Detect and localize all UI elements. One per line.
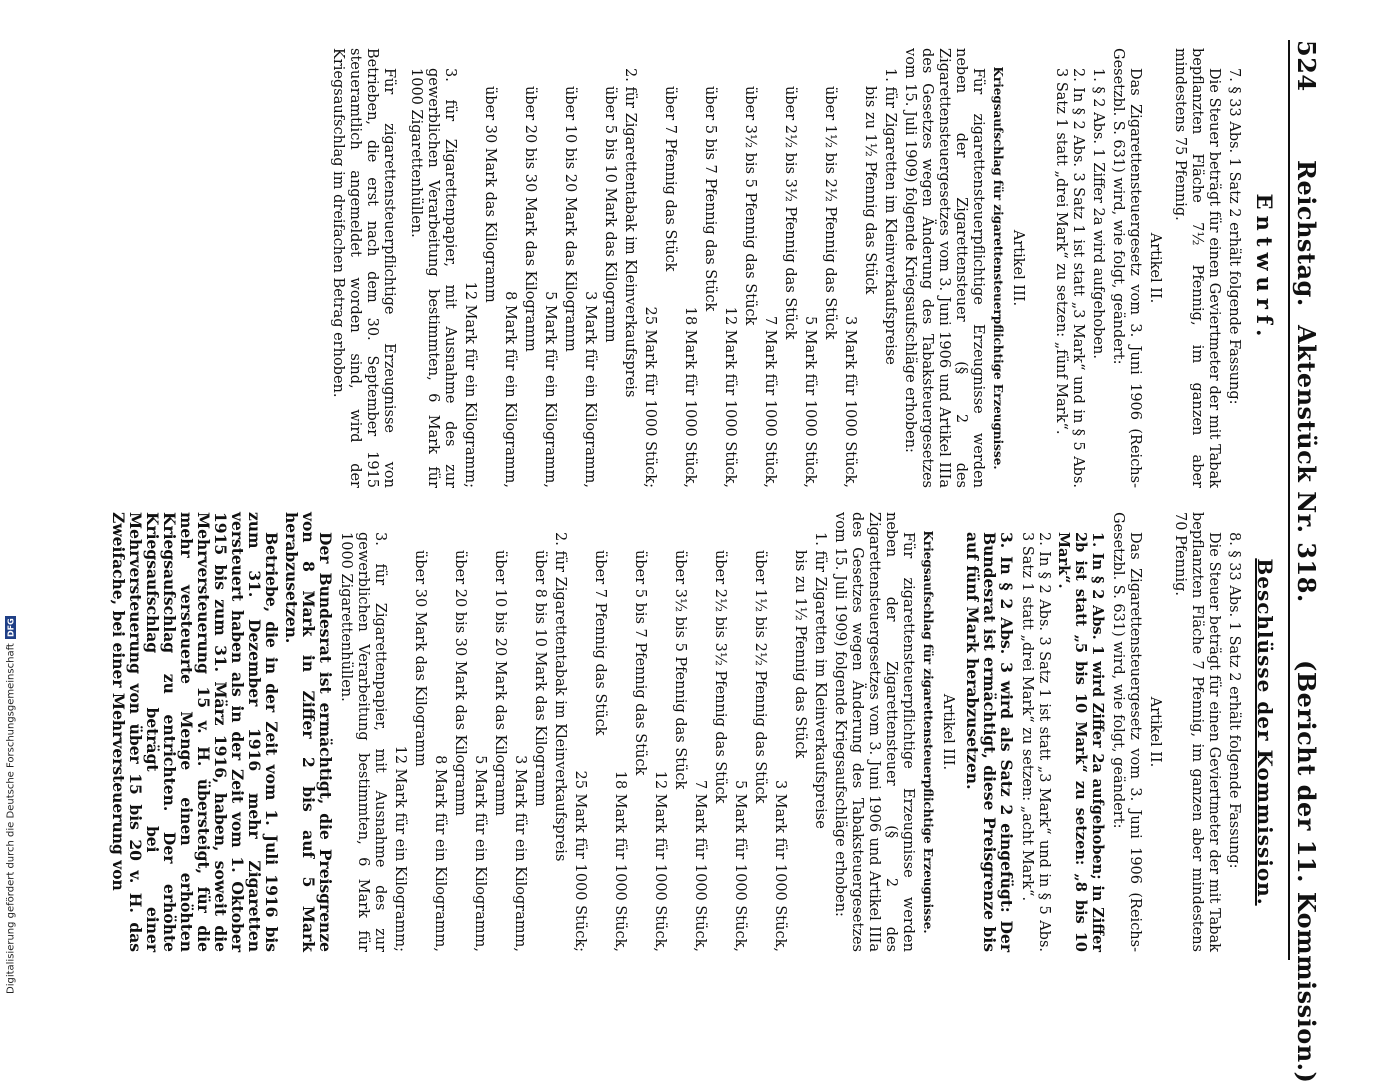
draft-item-1-row-value: 5 Mark für 1000 Stück, xyxy=(802,315,818,488)
page-header xyxy=(1292,40,1321,1083)
page-number: 524 xyxy=(1292,40,1321,92)
committee-article-2-item-2: 2. In § 2 Abs. 3 Satz 1 ist statt „3 Mark“ und in § 5 Abs. 3 Satz 1 statt „drei Mark“ zu setzen: „acht Mark“. xyxy=(1019,532,1052,952)
draft-item-1-row-label: über 5 bis 7 Pfennig das Stück xyxy=(702,86,718,312)
draft-item-2-row-label: über 30 Mark das Kilogramm xyxy=(482,86,498,303)
dfg-logo: DFG xyxy=(6,618,16,638)
draft-item-1-row-label: über 2½ bis 3½ Pfennig das Stück xyxy=(782,86,798,340)
committee-article-2-intro: Das Zigarettensteuergesetz vom 3. Juni 1906 (Reichs-Gesetzbl. S. 631) wird, wie folgt, geändert: xyxy=(1110,512,1143,952)
draft-article-3-intro: Für zigarettensteuerpflichtige Erzeugnisse werden neben der Zigarettensteuer (§ 2 des Zigarettensteuergesetzes vom 3. Juni 1906 und Artikel IIIa des Gesetzes wegen Änderung des Tabaksteuergesetzes vom 15. Juli 1909) folgende Kriegsaufschläge erhoben: xyxy=(902,48,986,488)
draft-item-2-row-value: 8 Mark für ein Kilogramm, xyxy=(502,291,518,488)
draft-item-1-list xyxy=(641,48,878,488)
draft-item-2-row-label: über 20 bis 30 Mark das Kilogramm xyxy=(522,86,538,352)
draft-item-2-row-value: 5 Mark für ein Kilogramm, xyxy=(542,291,558,488)
draft-column xyxy=(326,48,1283,488)
committee-item-2-row-label: über 10 bis 20 Mark das Kilogramm xyxy=(492,550,508,816)
committee-column xyxy=(107,512,1283,952)
draft-article-2-heading: Artikel II. xyxy=(1147,232,1163,304)
committee-item-2-row-value: 5 Mark für ein Kilogramm, xyxy=(472,755,488,952)
credit-text: Digitalisierung gefördert durch die Deutsche Forschungsgemeinschaft xyxy=(5,643,17,994)
draft-article-2-intro: Das Zigarettensteuergesetz vom 3. Juni 1906 (Reichs-Gesetzbl. S. 631) wird, wie folgt, geändert: xyxy=(1110,48,1143,488)
header-document: Aktenstück Nr. 318. xyxy=(1292,325,1321,603)
committee-item-2-row-label: über 8 bis 10 Mark das Kilogramm xyxy=(532,550,548,807)
draft-item-1: 1. für Zigaretten im Kleinverkaufspreise xyxy=(882,68,898,365)
draft-item-1-row-label: bis zu 1½ Pfennig das Stück xyxy=(862,86,878,295)
draft-para-7-text: Die Steuer beträgt für einen Geviertmeter der mit Tabak bepflanzten Fläche 7½ Pfennig, im ganzen aber mindestens 75 Pfennig. xyxy=(1172,48,1222,488)
committee-item-1-list xyxy=(571,512,808,952)
draft-item-3: 3. für Zigarettenpapier, mit Ausnahme des zur gewerblichen Verarbeitung bestimmten, 6 Mark für 1000 Zigarettenhüllen. xyxy=(408,68,458,488)
draft-item-1-row-value: 3 Mark für 1000 Stück, xyxy=(842,315,858,488)
committee-bundesrat-para: Der Bundesrat ist ermächtigt, die Preisgrenze von 8 Mark in Ziffer 2 bis auf 5 Mark herabzusetzen. xyxy=(282,512,335,952)
draft-article-3-subheading: Kriegsaufschlag für zigarettensteuerpflichtige Erzeugnisse. xyxy=(991,66,1005,470)
committee-item-1-row-value: 3 Mark für 1000 Stück, xyxy=(772,779,788,952)
committee-item-1: 1. für Zigaretten im Kleinverkaufspreise xyxy=(812,532,828,829)
committee-para-8-text: Die Steuer beträgt für einen Geviertmeter der mit Tabak bepflanzten Fläche 7 Pfennig, im ganzen aber mindestens 70 Pfennig. xyxy=(1172,512,1222,952)
committee-article-2-heading: Artikel II. xyxy=(1147,696,1163,768)
draft-item-1-row-value: 18 Mark für 1000 Stück, xyxy=(682,306,698,488)
committee-article-3-intro: Für zigarettensteuerpflichtige Erzeugnisse werden neben der Zigarettensteuer (§ 2 des Zigarettensteuergesetzes vom 3. Juni 1906 und Artikel IIIa des Gesetzes wegen Änderung des Tabaksteuergesetzes vom 15. Juli 1909) folgende Kriegsaufschläge erhoben: xyxy=(832,512,916,952)
committee-item-2-row-label: über 20 bis 30 Mark das Kilogramm xyxy=(452,550,468,816)
committee-item-2: 2. für Zigarettentabak im Kleinverkaufspreis xyxy=(552,532,568,862)
committee-item-1-row-label: über 1½ bis 2½ Pfennig das Stück xyxy=(752,550,768,804)
digitization-credit xyxy=(4,606,18,994)
committee-article-2-item-3: 3. In § 2 Abs. 3 wird als Satz 2 eingefügt: Der Bundesrat ist ermächtigt, diese Preisgrenze bis auf fünf Mark herabzusetzen. xyxy=(963,532,1016,952)
committee-item-1-row-value: 18 Mark für 1000 Stück, xyxy=(612,770,628,952)
draft-article-2-item-1: 1. § 2 Abs. 1 Ziffer 2a wird aufgehoben. xyxy=(1090,68,1106,359)
committee-item-2-row-value: 8 Mark für ein Kilogramm, xyxy=(432,755,448,952)
draft-article-2-item-2: 2. In § 2 Abs. 3 Satz 1 ist statt „3 Mark“ und in § 5 Abs. 3 Satz 1 statt „drei Mark“ zu setzen: „fünf Mark“. xyxy=(1053,68,1086,488)
committee-item-2-row-value: 12 Mark für ein Kilogramm; xyxy=(392,745,408,952)
draft-item-1-row-label: über 1½ bis 2½ Pfennig das Stück xyxy=(822,86,838,340)
committee-item-3: 3. für Zigarettenpapier, mit Ausnahme des zur gewerblichen Verarbeitung bestimmten, 6 Mark für 1000 Zigarettenhüllen. xyxy=(338,532,388,952)
committee-item-1-row-label: über 7 Pfennig das Stück xyxy=(592,550,608,736)
draft-item-2-row-value: 12 Mark für ein Kilogramm; xyxy=(462,281,478,488)
committee-item-1-row-value: 5 Mark für 1000 Stück, xyxy=(732,779,748,952)
committee-item-2-list xyxy=(391,512,548,952)
committee-item-1-row-value: 7 Mark für 1000 Stück, xyxy=(692,779,708,952)
draft-title: Entwurf. xyxy=(1252,193,1277,343)
committee-item-1-row-label: über 5 bis 7 Pfennig das Stück xyxy=(632,550,648,776)
draft-item-2-list xyxy=(461,48,618,488)
committee-article-2-item-1: 1. In § 2 Abs. 1 wird Ziffer 2a aufgehoben; in Ziffer 2b ist statt „5 bis 10 Mark“ zu setzen: „8 bis 10 Mark“. xyxy=(1055,532,1106,952)
committee-item-1-row-label: über 3½ bis 5 Pfennig das Stück xyxy=(672,550,688,790)
header-rule xyxy=(1288,40,1290,960)
committee-article-3-subheading: Kriegsaufschlag für zigarettensteuerpflichtige Erzeugnisse. xyxy=(921,530,935,934)
draft-item-1-row-label: über 7 Pfennig das Stück xyxy=(662,86,678,272)
committee-closing-para: Betriebe, die in der Zeit vom 1. Juli 1916 bis zum 31. Dezember 1916 mehr Zigaretten versteuert haben als in der Zeit vom 1. Oktober 1915 bis zum 31. März 1916, haben, soweit die Mehrversteuerung 15 v. H. übersteigt, für die mehr versteuerte Menge einen erhöhten Kriegsaufschlag zu entrichten. Der erhöhte Kriegsaufschlag beträgt bei einer Mehrversteuerung von über 15 bis 20 v. H. das Zweifache, bei einer Mehrversteuerung von xyxy=(109,512,281,952)
draft-article-3-heading: Artikel III. xyxy=(1010,229,1026,307)
draft-item-1-row-label: über 3½ bis 5 Pfennig das Stück xyxy=(742,86,758,326)
committee-item-1-row-label: über 2½ bis 3½ Pfennig das Stück xyxy=(712,550,728,804)
header-assembly: Reichstag. xyxy=(1292,160,1321,307)
committee-article-3-heading: Artikel III. xyxy=(940,693,956,771)
draft-closing-para: Für zigarettensteuerpflichtige Erzeugnisse von Betrieben, die erst nach dem 30. September 1915 steueramtlich angemeldet worden sind, wird der Kriegsaufschlag im dreifachen Betrag erhoben. xyxy=(330,48,397,488)
committee-para-8: 8. § 33 Abs. 1 Satz 2 erhält folgende Fassung: xyxy=(1226,532,1242,869)
committee-item-2-row-label: über 30 Mark das Kilogramm xyxy=(412,550,428,767)
draft-item-1-row-value: 12 Mark für 1000 Stück, xyxy=(722,306,738,488)
committee-title: Beschlüsse der Kommission. xyxy=(1253,558,1277,906)
committee-item-1-row-value: 25 Mark für 1000 Stück; xyxy=(572,770,588,952)
committee-item-1-row-label: bis zu 1½ Pfennig das Stück xyxy=(792,550,808,759)
header-report: (Bericht der 11. Kommission.) xyxy=(1292,660,1321,1083)
committee-item-2-row-value: 3 Mark für ein Kilogramm, xyxy=(512,755,528,952)
draft-item-2-row-value: 3 Mark für ein Kilogramm, xyxy=(582,291,598,488)
draft-item-1-row-value: 7 Mark für 1000 Stück, xyxy=(762,315,778,488)
draft-item-1-row-value: 25 Mark für 1000 Stück; xyxy=(642,306,658,488)
draft-para-7: 7. § 33 Abs. 1 Satz 2 erhält folgende Fassung: xyxy=(1226,68,1242,405)
committee-item-1-row-value: 12 Mark für 1000 Stück, xyxy=(652,770,668,952)
draft-item-2: 2. für Zigarettentabak im Kleinverkaufspreis xyxy=(622,68,638,398)
draft-item-2-row-label: über 10 bis 20 Mark das Kilogramm xyxy=(562,86,578,352)
draft-item-2-row-label: über 5 bis 10 Mark das Kilogramm xyxy=(602,86,618,343)
